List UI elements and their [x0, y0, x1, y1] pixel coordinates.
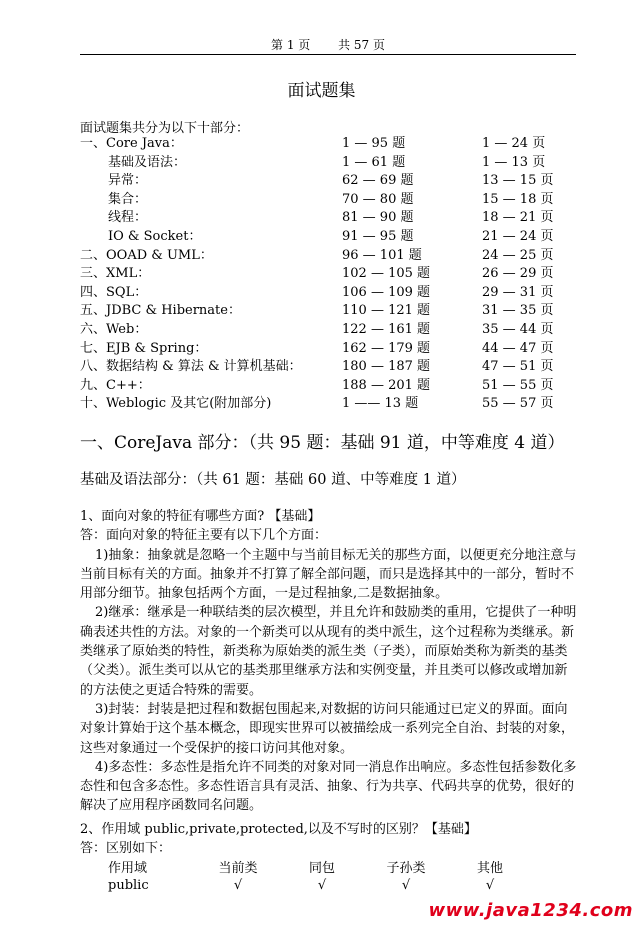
page-number: 第 1 页: [271, 38, 311, 52]
toc-question-range: 1 —— 13 题: [342, 396, 419, 412]
toc-page-range: 18 — 21 页: [482, 210, 554, 226]
answer-point-encapsulation: 3)封装：封装是把过程和数据包围起来,对数据的访问只能通过已定义的界面。面向对象计算始于这个基本概念，即现实世界可以被描绘成一系列完全自治、封装的对象，这些对象通过一个受保护的接口访问其他对象。: [80, 701, 575, 756]
toc-question-range: 106 — 109 题: [342, 284, 431, 300]
toc-label: 九、C++：: [80, 377, 151, 393]
toc-question-range: 110 — 121 题: [342, 303, 431, 319]
table-cell: public: [108, 878, 149, 893]
toc-label: 集合：: [108, 191, 148, 207]
toc-row: [80, 284, 580, 303]
toc-row: [80, 191, 580, 210]
toc-row: [80, 228, 580, 247]
toc-question-range: 188 — 201 题: [342, 377, 431, 393]
answer-point-inheritance: 2)继承：继承是一种联结类的层次模型，并且允许和鼓励类的重用，它提供了一种明确表述共性的方法。对象的一个新类可以从现有的类中派生，这个过程称为类继承。新类继承了原始类的特性，新类称为原始类的派生类（子类），而原始类称为新类的基类（父类）。派生类可以从它的基类那里继承方法和实例变量，并且类可以修改或增加新的方法使之更适合特殊的需要。: [80, 605, 577, 698]
toc-page-range: 1 — 24 页: [482, 136, 546, 151]
table-cell: √: [317, 878, 327, 893]
toc-label: IO & Socket：: [108, 228, 202, 244]
question-1-answer-intro: 答：面向对象的特征主要有以下几个方面：: [80, 528, 328, 544]
table-cell: √: [233, 878, 243, 893]
table-row: [108, 876, 532, 895]
page-total: 共 57 页: [338, 38, 385, 52]
document-title: 面试题集: [287, 81, 356, 101]
answer-point-abstraction: 1)抽象：抽象就是忽略一个主题中与当前目标无关的那些方面，以便更充分地注意与当前目标有关的方面。抽象并不打算了解全部问题，而只是选择其中的一部分，暂时不用部分细节。抽象包括两个方面，一是过程抽象,二是数据抽象。: [80, 547, 577, 602]
toc-row: [80, 135, 580, 154]
toc-page-range: 35 — 44 页: [482, 321, 554, 337]
toc-row: [80, 377, 580, 396]
toc-page-range: 29 — 31 页: [482, 284, 554, 300]
toc-row: [80, 265, 580, 284]
table-of-contents: [80, 135, 580, 414]
toc-row: [80, 154, 580, 173]
page-header: [80, 36, 576, 53]
toc-label: 基础及语法：: [108, 154, 187, 170]
toc-page-range: 31 — 35 页: [482, 303, 554, 319]
table-cell: √: [485, 878, 495, 893]
toc-row: [80, 340, 580, 359]
toc-page-range: 51 — 55 页: [482, 377, 554, 393]
toc-label: 二、OOAD & UML：: [80, 247, 213, 263]
toc-page-range: 1 — 13 页: [482, 154, 546, 170]
header-divider: [80, 54, 576, 55]
table-header-cell: 其他: [476, 861, 503, 876]
table-header-row: [108, 857, 532, 876]
toc-question-range: 96 — 101 题: [342, 247, 422, 263]
toc-row: [80, 321, 580, 340]
toc-row: [80, 302, 580, 321]
toc-page-range: 55 — 57 页: [482, 396, 554, 412]
toc-question-range: 91 — 95 题: [342, 228, 414, 244]
table-cell: √: [401, 878, 411, 893]
watermark-logo: www.java1234.com: [428, 900, 633, 921]
toc-label: 十、Weblogic 及其它(附加部分): [80, 396, 272, 412]
table-header-cell: 子孙类: [386, 861, 426, 876]
toc-label: 七、EJB & Spring：: [80, 340, 208, 356]
toc-question-range: 162 — 179 题: [342, 340, 431, 356]
question-2-title: 2、作用域 public,private,protected,以及不写时的区别？【基础】: [80, 822, 477, 837]
toc-question-range: 102 — 105 题: [342, 266, 431, 282]
answer-point-polymorphism: 4)多态性：多态性是指允许不同类的对象对同一消息作出响应。多态性包括参数化多态性和包含多态性。多态性语言具有灵活、抽象、行为共享、代码共享的优势，很好的解决了应用程序函数同名问题。: [80, 759, 577, 814]
table-header-cell: 当前类: [218, 861, 258, 876]
toc-page-range: 44 — 47 页: [482, 340, 554, 356]
toc-row: [80, 247, 580, 266]
question-2-answer-intro: 答：区别如下：: [80, 841, 172, 856]
question-2: [80, 820, 577, 858]
toc-label: 异常：: [108, 173, 148, 189]
toc-question-range: 70 — 80 题: [342, 191, 414, 207]
toc-question-range: 1 — 61 题: [342, 154, 406, 170]
toc-row: [80, 395, 580, 414]
toc-question-range: 1 — 95 题: [342, 136, 406, 151]
toc-row: [80, 172, 580, 191]
section-heading: 一、CoreJava 部分：（共 95 题：基础 91 道，中等难度 4 道）: [80, 433, 565, 453]
toc-row: [80, 358, 580, 377]
toc-row: [80, 209, 580, 228]
toc-question-range: 62 — 69 题: [342, 173, 414, 189]
intro-text: 面试题集共分为以下十部分：: [80, 121, 250, 136]
toc-label: 三、XML：: [80, 266, 151, 282]
access-modifier-table: [108, 857, 532, 895]
toc-page-range: 47 — 51 页: [482, 359, 554, 375]
toc-label: 五、JDBC & Hibernate：: [80, 303, 241, 319]
toc-page-range: 15 — 18 页: [482, 191, 554, 207]
toc-question-range: 81 — 90 题: [342, 210, 414, 226]
toc-page-range: 26 — 29 页: [482, 266, 554, 282]
subsection-heading: 基础及语法部分：（共 61 题：基础 60 道、中等难度 1 道）: [80, 472, 466, 488]
toc-label: 四、SQL：: [80, 284, 148, 300]
toc-page-range: 21 — 24 页: [482, 228, 554, 244]
question-1-title: 1、面向对象的特征有哪些方面? 【基础】: [80, 509, 321, 524]
toc-label: 八、数据结构 & 算法 & 计算机基础：: [80, 359, 302, 375]
toc-page-range: 13 — 15 页: [482, 173, 554, 189]
toc-label: 一、Core Java：: [80, 136, 183, 151]
toc-page-range: 24 — 25 页: [482, 247, 554, 263]
table-header-cell: 同包: [308, 861, 335, 876]
question-1: [80, 507, 577, 816]
toc-label: 六、Web：: [80, 321, 148, 337]
table-header-cell: 作用域: [108, 861, 148, 876]
toc-label: 线程：: [108, 210, 148, 226]
toc-question-range: 180 — 187 题: [342, 359, 431, 375]
toc-question-range: 122 — 161 题: [342, 321, 431, 337]
